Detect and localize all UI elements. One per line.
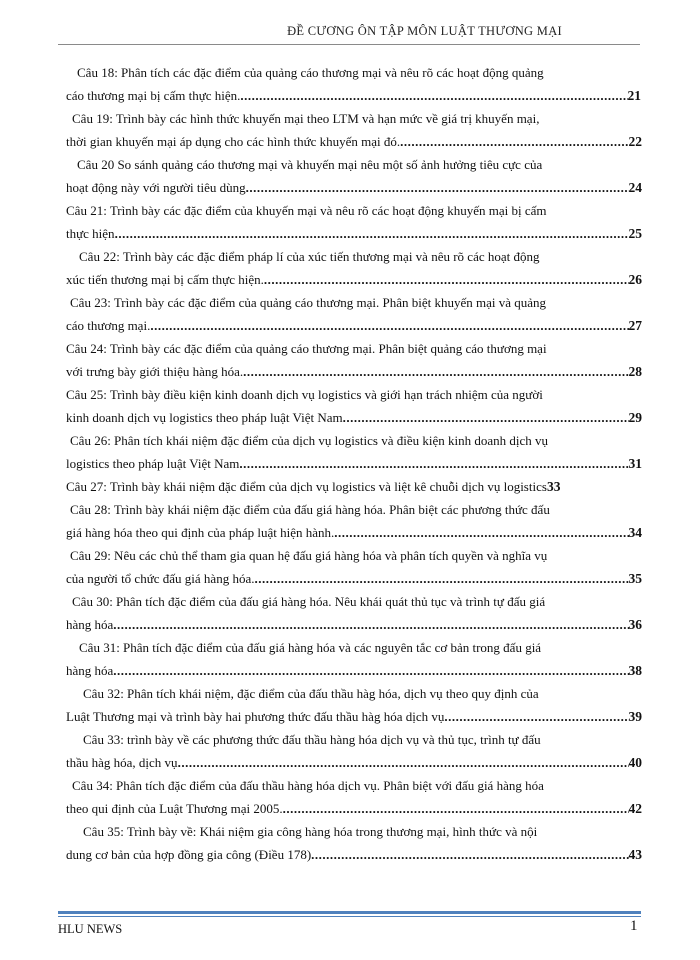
toc-page-number: 33 bbox=[546, 479, 561, 494]
footer-page-number: 1 bbox=[630, 918, 638, 934]
toc-entry-line1: Câu 33: trình bày về các phương thức đấu thầu hàng hóa dịch vụ và thủ tục, trình tự đấu bbox=[83, 732, 541, 747]
toc-entry-line1: Câu 34: Phân tích đặc điểm của đấu thầu hàng hóa dịch vụ. Phân biệt với đấu giá hàng hóa bbox=[72, 778, 544, 793]
toc-entry-line2: hoạt động này với người tiêu dùng bbox=[66, 180, 246, 195]
toc-entry-line2: theo qui định của Luật Thương mại 2005. bbox=[66, 801, 283, 816]
toc-page-number: 42 bbox=[628, 801, 642, 816]
toc-leader-dots bbox=[283, 797, 629, 820]
toc-page-number: 39 bbox=[628, 709, 642, 724]
toc-entry-line2: giá hàng hóa theo qui định của pháp luật hiện hành. bbox=[66, 525, 335, 540]
toc-leader-dots bbox=[115, 222, 629, 245]
toc-entry-line2: của người tổ chức đấu giá hàng hóa. bbox=[66, 571, 255, 586]
toc-entry-line1: Câu 26: Phân tích khái niệm đặc điểm của dịch vụ logistics và điều kiện kinh doanh dịch vụ bbox=[70, 433, 549, 448]
toc-leader-dots bbox=[113, 659, 628, 682]
toc-entry-line1: Câu 35: Trình bày về: Khái niệm gia công hàng hóa trong thương mại, hình thức và nội bbox=[83, 824, 538, 839]
toc-leader-dots bbox=[113, 613, 628, 636]
toc-entry-line1: Câu 19: Trình bày các hình thức khuyến mại theo LTM và hạn mức về giá trị khuyến mại, bbox=[72, 111, 540, 126]
toc-entry-line2: hàng hóa bbox=[66, 617, 114, 632]
toc-entry-line1: Câu 31: Phân tích đặc điểm của đấu giá hàng hóa và các nguyên tắc cơ bản trong đấu giá bbox=[79, 640, 542, 655]
toc-entry-line2: hàng hóa bbox=[66, 663, 114, 678]
document-title: ĐỀ CƯƠNG ÔN TẬP MÔN LUẬT THƯƠNG MẠI bbox=[287, 24, 562, 38]
toc-page-number: 24 bbox=[628, 180, 642, 195]
toc-entry-line1: Câu 20 So sánh quảng cáo thương mại và khuyến mại nêu một số ảnh hưởng tiêu cực của bbox=[77, 157, 543, 172]
toc-entry-line2: logistics theo pháp luật Việt Nam bbox=[66, 456, 240, 471]
toc-entry-line2: thầu hàg hóa, dịch vụ bbox=[66, 755, 178, 770]
toc-entry-line2: cáo thương mại. bbox=[66, 318, 151, 333]
header-divider bbox=[58, 44, 640, 45]
toc-page-number: 21 bbox=[627, 88, 641, 103]
toc-leader-dots bbox=[334, 521, 628, 544]
page-header bbox=[58, 20, 640, 48]
toc-entry-line2: thời gian khuyến mại áp dụng cho các hình thức khuyến mại đó. bbox=[66, 134, 401, 149]
toc-entry-line1: Câu 30: Phân tích đặc điểm của đấu giá hàng hóa. Nêu khái quát thủ tục và trình tự đấu giá bbox=[72, 594, 546, 609]
toc-page-number: 40 bbox=[628, 755, 642, 770]
toc-page-number: 26 bbox=[628, 272, 642, 287]
toc-entry-line2: xúc tiến thương mại bị cấm thực hiện. bbox=[66, 272, 264, 287]
toc-entry-line1: Câu 29: Nêu các chủ thể tham gia quan hệ đấu giá hàng hóa và phân tích quyền và nghĩa vụ bbox=[70, 548, 548, 563]
toc-entry-line1: Câu 24: Trình bày các đặc điểm của quảng cáo thương mại. Phân biệt quảng cáo thương mại bbox=[66, 341, 547, 356]
toc-entry-line2: cáo thương mại bị cấm thực hiện. bbox=[66, 88, 241, 103]
toc-leader-dots bbox=[239, 452, 628, 475]
toc-entry-line1: Câu 32: Phân tích khái niệm, đặc điểm của đấu thầu hàg hóa, dịch vụ theo quy định của bbox=[83, 686, 539, 701]
toc-entry-line2: kinh doanh dịch vụ logistics theo pháp luật Việt Nam bbox=[66, 410, 343, 425]
toc-page-number: 35 bbox=[628, 571, 642, 586]
toc-entry-line2: thực hiện bbox=[66, 226, 115, 241]
toc-entry-line1: Câu 22: Trình bày các đặc điểm pháp lí của xúc tiến thương mại và nêu rõ các hoạt động bbox=[79, 249, 540, 264]
toc-leader-dots bbox=[311, 843, 628, 866]
toc-entry-line1: Câu 18: Phân tích các đặc điểm của quảng cáo thương mại và nêu rõ các hoạt động quảng bbox=[77, 65, 544, 80]
toc-leader-dots bbox=[254, 567, 628, 590]
toc-leader-dots bbox=[150, 314, 628, 337]
footer-publisher: HLU NEWS bbox=[58, 922, 123, 936]
toc-page-number: 36 bbox=[628, 617, 642, 632]
toc-page-number: 27 bbox=[628, 318, 642, 333]
toc-entry-line2: dung cơ bản của hợp đồng gia công (Điều 178) bbox=[66, 847, 312, 862]
toc-entry-line1: Câu 21: Trình bày các đặc điểm của khuyến mại và nêu rõ các hoạt động khuyến mại bị cấm bbox=[66, 203, 547, 218]
toc-entry-line1: Câu 28: Trình bày khái niệm đặc điểm của đấu giá hàng hóa. Phân biệt các phương thức đấu bbox=[70, 502, 550, 517]
toc-leader-dots bbox=[178, 751, 629, 774]
toc-leader-dots bbox=[240, 84, 627, 107]
toc-leader-dots bbox=[243, 360, 628, 383]
toc-entry-line2: Luật Thương mại và trình bày hai phương thức đấu thầu hàg hóa dịch vụ bbox=[66, 709, 445, 724]
toc-entry-line2: với trưng bày giới thiệu hàng hóa. bbox=[66, 364, 244, 379]
toc-entry-line1: Câu 23: Trình bày các đặc điểm của quảng cáo thương mại. Phân biệt khuyến mại và quảng bbox=[70, 295, 547, 310]
toc-page-number: 28 bbox=[628, 364, 642, 379]
toc-page-number: 38 bbox=[628, 663, 642, 678]
toc-leader-dots bbox=[343, 406, 629, 429]
toc-leader-dots bbox=[264, 268, 629, 291]
toc-page-number: 34 bbox=[628, 525, 642, 540]
toc-page-number: 43 bbox=[628, 847, 642, 862]
toc-leader-dots bbox=[246, 176, 629, 199]
toc-leader-dots bbox=[444, 705, 628, 728]
toc-page-number: 25 bbox=[628, 226, 642, 241]
toc-entry-line1: Câu 27: Trình bày khái niệm đặc điểm của dịch vụ logistics và liệt kê chuỗi dịch vụ logistics bbox=[66, 479, 547, 494]
toc-page-number: 31 bbox=[628, 456, 642, 471]
footer-divider bbox=[58, 911, 641, 914]
toc-leader-dots bbox=[400, 130, 628, 153]
toc-page-number: 22 bbox=[628, 134, 642, 149]
toc-entry-line1: Câu 25: Trình bày điều kiện kinh doanh dịch vụ logistics và giới hạn trách nhiệm của người bbox=[66, 387, 543, 402]
footer-divider-thin bbox=[58, 916, 641, 917]
toc-page-number: 29 bbox=[628, 410, 642, 425]
